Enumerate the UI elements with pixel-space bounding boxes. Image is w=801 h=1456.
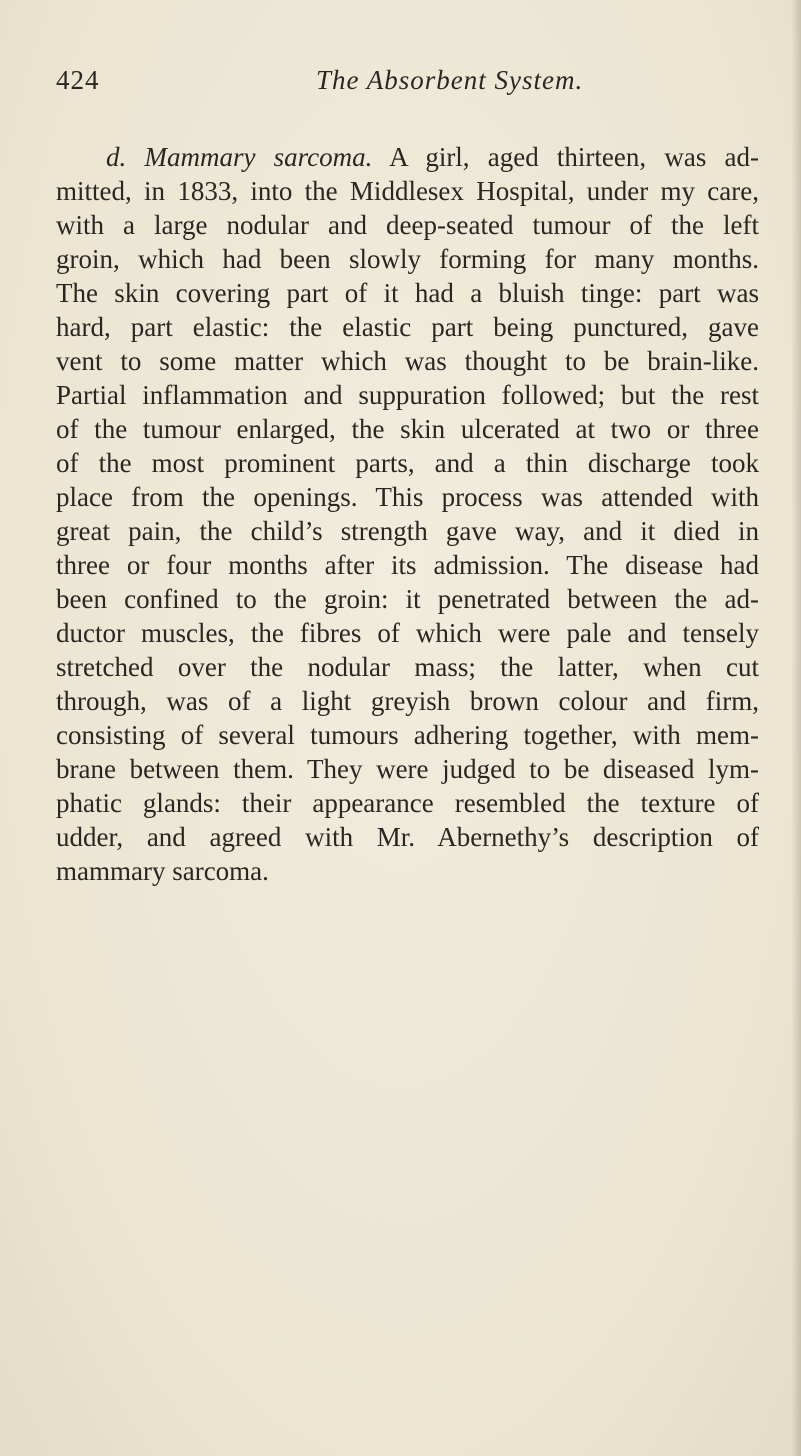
text-line: Partial inflammation and suppuration followed; but the rest — [56, 380, 759, 410]
text-line: through, was of a light greyish brown colour and firm, — [56, 686, 759, 716]
text-line: of the most prominent parts, and a thin discharge took — [56, 448, 759, 478]
text-line: with a large nodular and deep-seated tumour of the left — [56, 210, 759, 240]
text-line: phatic glands: their appearance resembled the texture of — [56, 788, 759, 818]
text-line: been confined to the groin: it penetrated between the ad- — [56, 584, 759, 614]
case-title: Mammary sarcoma. — [144, 142, 373, 172]
page-edge-shadow — [791, 0, 801, 1456]
case-letter: d. — [106, 142, 127, 172]
text-line: stretched over the nodular mass; the latter, when cut — [56, 652, 759, 682]
text-line: ductor muscles, the fibres of which were pale and tensely — [56, 618, 759, 648]
text-line: groin, which had been slowly forming for many months. — [56, 244, 759, 274]
paragraph — [56, 140, 759, 888]
text-line: of the tumour enlarged, the skin ulcerated at two or three — [56, 414, 759, 444]
page-number: 424 — [56, 65, 100, 95]
running-header — [56, 60, 756, 100]
text-line: brane between them. They were judged to be diseased lym- — [56, 754, 759, 784]
text-line: great pain, the child’s strength gave way, and it died in — [56, 516, 759, 546]
text-line: udder, and agreed with Mr. Abernethy’s description of — [56, 822, 759, 852]
text-line: The skin covering part of it had a bluish tinge: part was — [56, 278, 759, 308]
text-line: vent to some matter which was thought to be brain-like. — [56, 346, 759, 376]
text-line: place from the openings. This process was attended with — [56, 482, 759, 512]
text-line: mitted, in 1833, into the Middlesex Hospital, under my care, — [56, 176, 759, 206]
text-line: mammary sarcoma. — [56, 856, 269, 886]
text-line: consisting of several tumours adhering together, with mem- — [56, 720, 759, 750]
running-title: The Absorbent System. — [316, 65, 584, 95]
text-line: hard, part elastic: the elastic part being punctured, gave — [56, 312, 759, 342]
text-line: three or four months after its admission. The disease had — [56, 550, 759, 580]
text-line-content: A girl, aged thirteen, was ad- — [389, 142, 759, 172]
text-line — [56, 140, 759, 174]
